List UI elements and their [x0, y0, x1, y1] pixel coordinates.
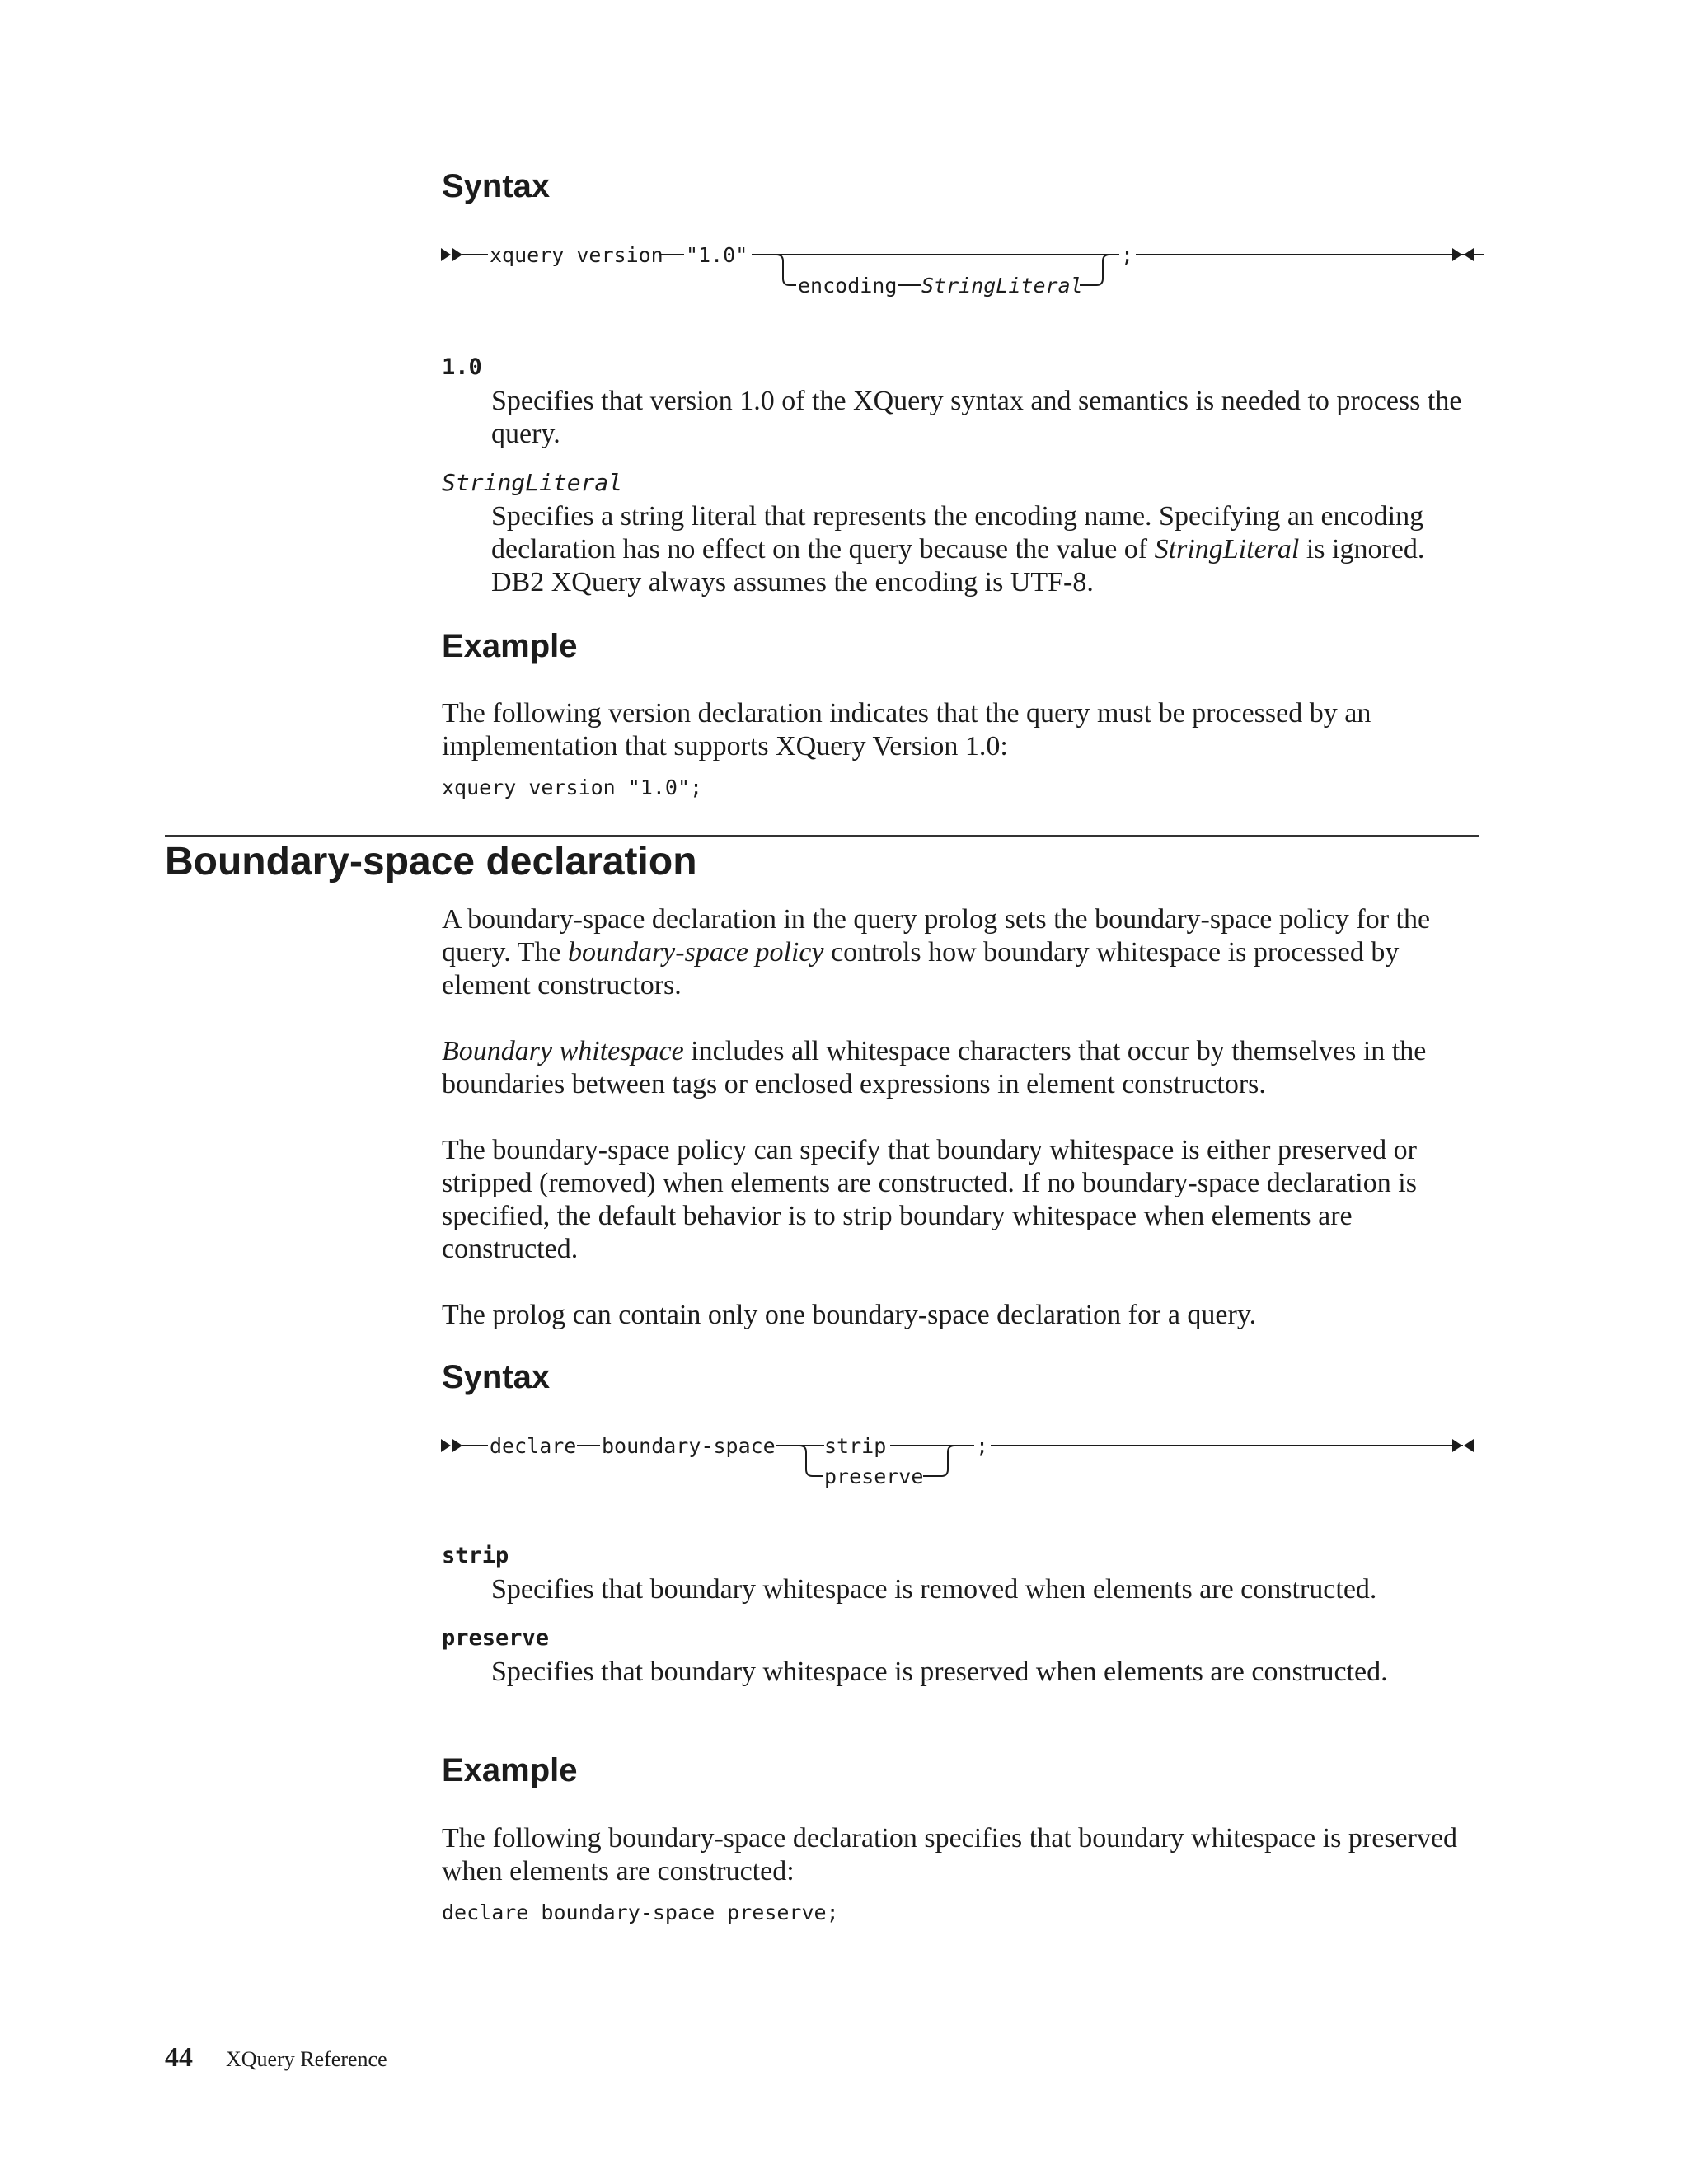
- param-definition-1-0: Specifies that version 1.0 of the XQuery syntax and semantics is needed to process the query.: [491, 386, 1462, 449]
- example-description: The following version declaration indicates that the query must be processed by an implementation that supports XQuery Version 1.0:: [442, 698, 1372, 762]
- version-syntax-diagram: [437, 237, 1484, 303]
- param-definition-strip: Specifies that boundary whitespace is removed when elements are constructed.: [491, 1574, 1377, 1605]
- book-title: XQuery Reference: [226, 2047, 387, 2071]
- example-description-2: The following boundary-space declaration specifies that boundary whitespace is preserved when elements are constructed:: [442, 1823, 1458, 1886]
- diagram-version-literal: "1.0": [686, 243, 748, 267]
- diagram-terminator: ;: [1121, 243, 1134, 267]
- paragraph-one-declaration: The prolog can contain only one boundary-space declaration for a query.: [442, 1300, 1257, 1330]
- paragraph-default-behavior: The boundary-space policy can specify that boundary whitespace is either preserved or stripped (removed) when elements are constructed. If no boundary-space declaration is specified, the default behavior is to strip boundary whitespace when elements are constructed.: [442, 1135, 1417, 1264]
- diagram-start-arrow: [441, 1439, 451, 1452]
- paragraph-boundary-whitespace: Boundary whitespace includes all whitespace characters that occur by themselves in the boundaries between tags or enclosed expressions in element constructors.: [442, 1036, 1427, 1099]
- param-definition-preserve: Specifies that boundary whitespace is preserved when elements are constructed.: [491, 1657, 1388, 1687]
- diagram-keyword-xquery-version: xquery version: [490, 243, 663, 267]
- page-footer: [165, 2042, 387, 2074]
- param-term-strip: strip: [442, 1543, 509, 1568]
- section-divider: [165, 835, 1479, 837]
- diagram-keyword-declare: declare: [490, 1434, 577, 1458]
- paragraph-policy: A boundary-space declaration in the query prolog sets the boundary-space policy for the query. The boundary-space policy controls how boundary whitespace is processed by element constructors.: [442, 904, 1431, 1001]
- diagram-param-stringliteral: StringLiteral: [921, 274, 1083, 298]
- example-code-2: declare boundary-space preserve;: [442, 1900, 839, 1924]
- diagram-keyword-encoding: encoding: [798, 274, 898, 298]
- diagram-keyword-boundary-space: boundary-space: [602, 1434, 776, 1458]
- diagram-end-arrow: [1452, 248, 1462, 261]
- param-definition-stringliteral: Specifies a string literal that represents the encoding name. Specifying an encoding declaration has no effect on the query because the value of StringLiteral is ignored. DB2 XQuery always assumes the encoding is UTF-8.: [491, 501, 1425, 598]
- diagram-end-arrow: [1452, 1439, 1462, 1452]
- diagram-terminator: ;: [976, 1434, 989, 1458]
- diagram-start-arrow: [452, 248, 462, 261]
- diagram-start-arrow: [441, 248, 451, 261]
- syntax-heading: Syntax: [442, 168, 551, 204]
- page-number: 44: [165, 2042, 193, 2073]
- diagram-start-arrow: [452, 1439, 462, 1452]
- example-code: xquery version "1.0";: [442, 776, 703, 799]
- diagram-option-strip: strip: [824, 1434, 887, 1458]
- param-term-1-0: 1.0: [442, 354, 482, 380]
- example-heading: Example: [442, 628, 578, 664]
- param-term-preserve: preserve: [442, 1625, 550, 1651]
- param-term-stringliteral: StringLiteral: [442, 469, 623, 496]
- example-heading-2: Example: [442, 1752, 578, 1788]
- diagram-end-arrow: [1464, 1439, 1474, 1452]
- diagram-end-arrow: [1464, 248, 1474, 261]
- diagram-option-preserve: preserve: [824, 1465, 924, 1488]
- syntax-heading-2: Syntax: [442, 1359, 551, 1395]
- section-title: Boundary-space declaration: [165, 840, 697, 883]
- boundary-space-syntax-diagram: [437, 1428, 1484, 1494]
